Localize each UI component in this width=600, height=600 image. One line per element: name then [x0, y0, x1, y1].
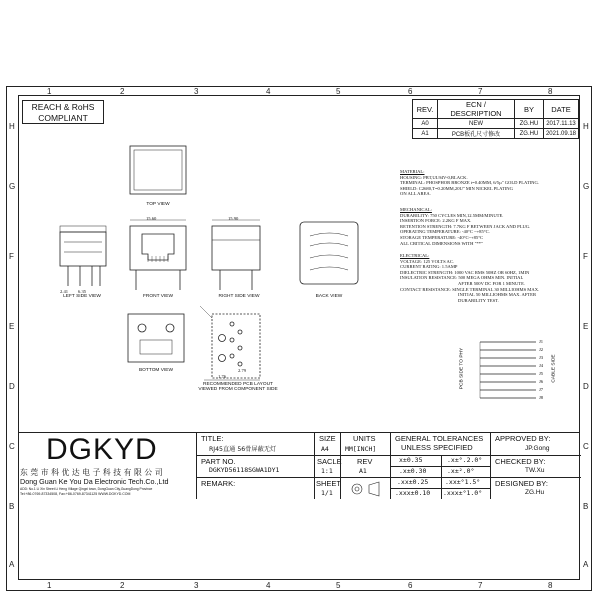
scale-value: 1:1: [321, 467, 333, 475]
zone-row-h-right: H: [583, 122, 589, 131]
title-part-block: [196, 433, 314, 499]
front-view-drawing: [130, 220, 186, 290]
dim-label: 2.41: [60, 289, 69, 294]
spec-line: STORAGE TEMPERATURE: -40°C~+85°C: [400, 234, 484, 240]
by-col-header: BY: [514, 100, 543, 119]
spec-material: [400, 169, 578, 197]
top-view-drawing: [130, 146, 186, 194]
right-side-view-caption: RIGHT SIDE VIEW: [218, 294, 260, 299]
spec-line: INSULATION RESISTANCE: 500 MEGA OHMS MIN. INITIAL: [400, 275, 524, 281]
compliance-line-2: COMPLIANT: [38, 113, 88, 123]
spec-line: INSERTION FORCE: 2.2KG F MAX.: [400, 218, 472, 224]
spec-line: ON ALL AREA.: [400, 191, 431, 197]
top-view-caption: TOP VIEW: [146, 202, 170, 207]
title-label: TITLE:: [201, 434, 224, 443]
sheet-label: SHEET: [316, 479, 342, 488]
rev-label: REV: [357, 457, 373, 466]
units-value: MM[INCH]: [345, 445, 377, 453]
part-number-label: PART NO.: [201, 457, 236, 466]
zone-row-c-right: C: [583, 442, 589, 451]
pin-label: J7: [539, 387, 544, 392]
zone-col-1-bottom: 1: [47, 581, 52, 590]
tolerance-linear: .xx±0.25: [397, 478, 429, 486]
spec-line: VOLTAGE: 125 VOLTS AC.: [400, 258, 455, 264]
zone-col-2-bottom: 2: [120, 581, 125, 590]
right-side-view-drawing: [212, 220, 260, 290]
zone-col-2: 2: [120, 87, 125, 96]
pcb-layout-caption-line-2: VIEWED FROM COMPONENT SIDE: [198, 387, 278, 392]
zone-col-1: 1: [47, 87, 52, 96]
designed-by-label: DESIGNED BY:: [495, 479, 548, 488]
spec-line: TERMINAL: PHOSPHOR BRONZE t=0.40MM, 6/5µ" GOLD PLATING.: [400, 180, 539, 186]
units-label: UNITS: [353, 434, 376, 443]
by-cell: ZG.HU: [514, 119, 543, 129]
zone-col-6: 6: [408, 87, 413, 96]
rev-cell: A0: [413, 119, 438, 129]
sheet-value: 1/1: [321, 489, 333, 497]
tolerances-block: [390, 433, 490, 499]
zone-col-4-bottom: 4: [266, 581, 271, 590]
spec-line: ELECTRICAL:: [400, 253, 430, 258]
zone-col-8: 8: [548, 87, 553, 96]
date-cell: 2021.09.18: [543, 129, 578, 139]
dim-label: 15.60: [146, 216, 157, 221]
spec-line: CONTACT RESISTANCE: SINGLE TERMINAL 30 MILLIOHMS MAX.: [400, 286, 540, 292]
company-logo: DGKYD: [46, 433, 158, 466]
divider: [315, 455, 341, 456]
dim-label: 1.76: [218, 374, 227, 379]
divider: [341, 455, 391, 456]
zone-row-f: F: [9, 252, 14, 261]
dim-label: 6.35: [78, 289, 87, 294]
designed-by-value: ZG.Hu: [525, 489, 545, 496]
spec-line: DURABILITY TEST.: [458, 297, 499, 303]
projection-symbol-icon: [341, 479, 391, 499]
company-address: ADD: No.1 Li Xin Street Li Heng Village Qingxi town, DongGuan City,GuangDong Province: [20, 487, 153, 491]
zone-row-d: D: [9, 382, 15, 391]
tolerance-title-2: UNLESS SPECIFIED: [401, 443, 473, 452]
spec-line: CURRENT RATING: 1.5AMP: [400, 264, 458, 270]
pin-label: J3: [539, 355, 544, 360]
checked-by-label: CHECKED BY:: [495, 457, 546, 466]
back-view-drawing: [300, 222, 358, 284]
divider: [197, 477, 315, 478]
dim-label: 2.79: [238, 368, 247, 373]
spec-line: MECHANICAL:: [400, 207, 432, 212]
zone-col-4: 4: [266, 87, 271, 96]
spec-line: INITIAL 50 MILLIOHMS MAX. AFTER: [458, 292, 537, 298]
zone-row-e-right: E: [583, 322, 589, 331]
zone-row-a: A: [9, 560, 15, 569]
tolerance-angular: .x±².0°: [447, 467, 475, 475]
size-label: SIZE: [319, 434, 336, 443]
approved-by-value: JP.Gong: [525, 445, 550, 452]
checked-by-value: TW.Xu: [525, 467, 545, 474]
tolerance-angular: .xxx±°1.0°: [443, 489, 483, 497]
zone-row-b: B: [9, 502, 15, 511]
title-value: RJ45直通 56骨屏蔽无灯: [209, 446, 277, 453]
bottom-view-drawing: [128, 314, 184, 362]
left-side-view-drawing: [60, 226, 106, 286]
size-value: A4: [321, 445, 329, 453]
front-view-caption: FRONT VIEW: [142, 294, 174, 299]
pcb-side-label: PCB SIDE TO PHY: [459, 347, 465, 390]
zone-row-e: E: [9, 322, 15, 331]
date-cell: 2017.11.13: [543, 119, 578, 129]
remark-label: REMARK:: [201, 479, 236, 488]
size-scale-sheet-block: [314, 433, 340, 499]
part-number-value: DGKYD56118SGWA1DY1: [209, 466, 280, 474]
units-rev-block: [340, 433, 390, 499]
company-name-en: Dong Guan Ke You Da Electronic Tech.Co.,Ltd: [20, 477, 169, 486]
spec-mechanical: [400, 207, 578, 246]
spec-line: MATERIAL:: [400, 169, 425, 174]
zone-col-5-bottom: 5: [336, 581, 341, 590]
desc-cell: PCB板孔尺寸修改: [438, 129, 515, 139]
tolerance-linear: x±0.35: [399, 456, 423, 464]
tolerance-angular: .xx±°1.5°: [445, 478, 481, 486]
spec-line: DIELECTRIC STRENGTH: 1000 VAC RMS 50HZ OR 60HZ, 1MIN: [400, 269, 530, 275]
pin-label: J2: [539, 347, 544, 352]
pin-schematic-drawing: [480, 342, 536, 398]
cable-side-label: CABLE SIDE: [551, 354, 557, 383]
left-side-view-caption: LEFT SIDE VIEW: [63, 294, 101, 299]
by-cell: ZG.HU: [514, 129, 543, 139]
divider: [197, 455, 315, 456]
zone-col-7: 7: [478, 87, 483, 96]
zone-row-c: C: [9, 442, 15, 451]
desc-cell: NEW: [438, 119, 515, 129]
tolerance-linear: .xxx±0.10: [395, 489, 431, 497]
rev-col-header: REV.: [413, 100, 438, 119]
divider: [315, 477, 341, 478]
spec-line: DURABILITY: 750 CYCLES MIN,12.5MM/MINUTE.: [400, 212, 504, 218]
pcb-layout-caption: [196, 382, 280, 392]
spec-electrical: [400, 253, 578, 303]
zone-row-g-right: G: [583, 182, 590, 191]
zone-col-7-bottom: 7: [478, 581, 483, 590]
divider: [491, 477, 581, 478]
zone-col-3-bottom: 3: [194, 581, 199, 590]
spec-line: AFTER 500V DC FOR 1 MINUTE.: [458, 280, 526, 286]
pin-label: J1: [539, 339, 544, 344]
rev-cell: A1: [413, 129, 438, 139]
zone-row-h: H: [9, 122, 15, 131]
tolerance-angular: .x±°.2.0°: [447, 456, 483, 464]
tolerance-title-1: GENERAL TOLERANCES: [395, 434, 484, 443]
ecn-col-header: ECN / DESCRIPTION: [438, 100, 515, 119]
company-contact: Tel:+86-0769-87334508, Fax:+86-0769-87341125 WWW.DGKYD.COM: [20, 492, 131, 496]
scale-label: SACLE: [317, 457, 342, 466]
pin-label: J8: [539, 395, 544, 400]
rev-value: A1: [359, 467, 367, 475]
bottom-view-caption: BOTTOM VIEW: [138, 368, 174, 373]
date-col-header: DATE: [543, 100, 578, 119]
approvals-block: [490, 433, 580, 499]
compliance-line-1: REACH & RoHS: [31, 102, 95, 112]
divider: [491, 455, 581, 456]
zone-row-b-right: B: [583, 502, 589, 511]
back-view-caption: BACK VIEW: [315, 294, 343, 299]
pin-label: J6: [539, 379, 544, 384]
tolerance-linear: .x±0.30: [399, 467, 427, 475]
approved-by-label: APPROVED BY:: [495, 434, 551, 443]
company-block: [18, 433, 196, 499]
spec-line: ALL CRITICAL DIMENSIONS WITH "**": [400, 240, 483, 246]
title-block: [18, 432, 580, 499]
spec-line: RETENTION STRENGTH: 7.7KG F BETWEEN JACK AND PLUG.: [400, 223, 531, 229]
zone-col-6-bottom: 6: [408, 581, 413, 590]
spec-line: SHIELD: C2680,T=0.20MM,20U" MIN NICKEL PLATING: [400, 185, 513, 191]
pcb-layout-caption-line-1: RECOMMENDED PCB LAYOUT: [202, 382, 273, 387]
divider: [341, 477, 391, 478]
dim-label: 15.90: [228, 216, 239, 221]
pin-label: J5: [539, 371, 544, 376]
zone-row-a-right: A: [583, 560, 589, 569]
pin-label: J4: [539, 363, 544, 368]
zone-col-3: 3: [194, 87, 199, 96]
zone-row-f-right: F: [583, 252, 588, 261]
company-name-cn: 东 莞 市 科 优 达 电 子 科 技 有 限 公 司: [20, 468, 163, 477]
zone-row-d-right: D: [583, 382, 589, 391]
spec-line: OPERATING TEMPERATURE: -40°C ~+85°C.: [400, 229, 490, 235]
zone-col-8-bottom: 8: [548, 581, 553, 590]
zone-col-5: 5: [336, 87, 341, 96]
pcb-layout-drawing: [200, 306, 260, 380]
zone-row-g: G: [9, 182, 16, 191]
spec-line: HOUSING: PBT,UL94V-0,BLACK.: [400, 174, 468, 180]
